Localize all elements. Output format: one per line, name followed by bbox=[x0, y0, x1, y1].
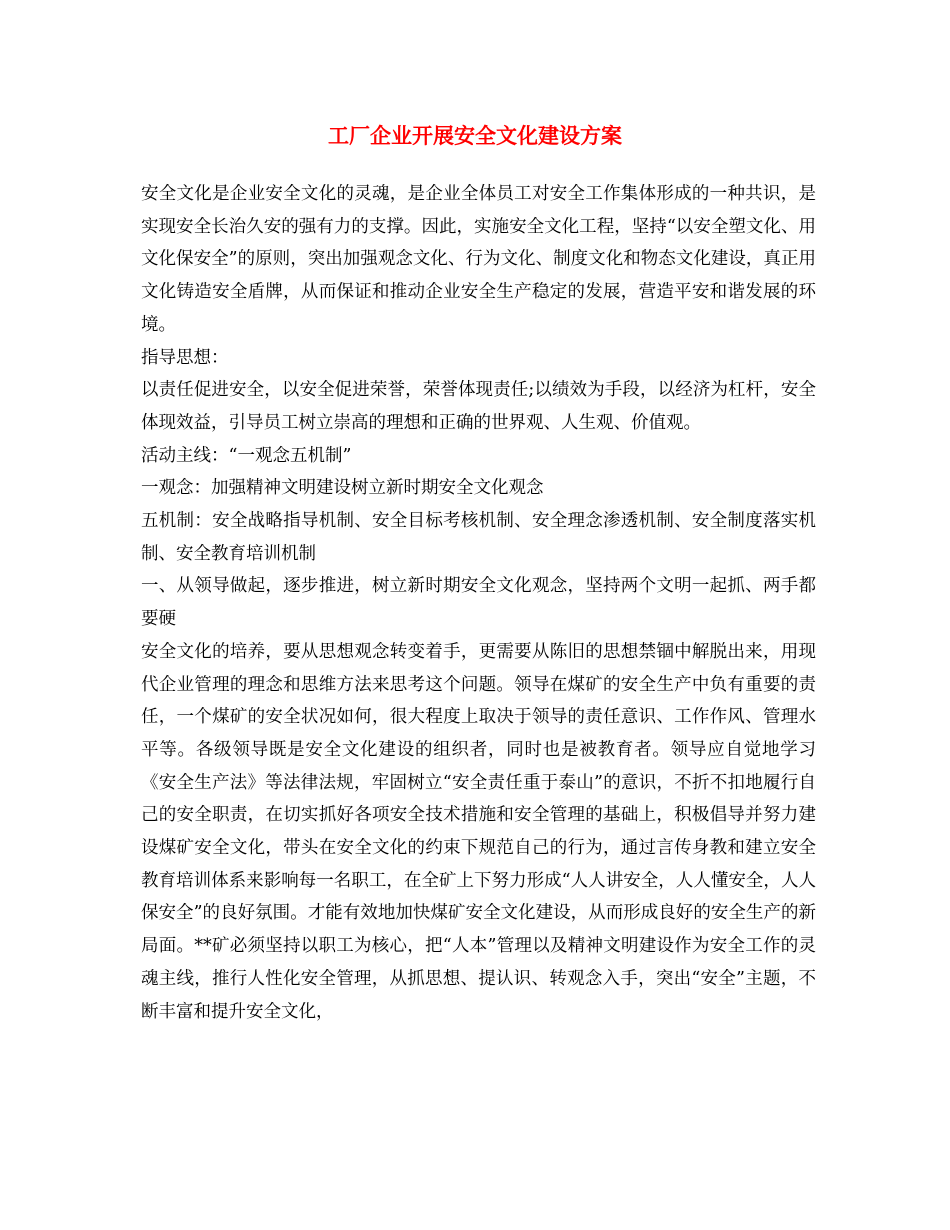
paragraph-intro: 安全文化是企业安全文化的灵魂，是企业全体员工对安全工作集体形成的一种共识，是实现安全长治久安的强有力的支撑。因此，实施安全文化工程，坚持“以安全塑文化、用文化保安全”的原则，突出加强观念文化、行为文化、制度文化和物态文化建设，真正用文化铸造安全盾牌，从而保证和推动企业安全生产稳定的发展，营造平安和谐发展的环境。 bbox=[141, 184, 816, 335]
paragraph-one-concept: 一观念：加强精神文明建设树立新时期安全文化观念 bbox=[141, 478, 544, 499]
paragraph-five-mechanisms: 五机制：安全战略指导机制、安全目标考核机制、安全理念渗透机制、安全制度落实机制、安全教育培训机制 bbox=[141, 511, 816, 564]
section-heading-one: 一、从领导做起，逐步推进，树立新时期安全文化观念，坚持两个文明一起抓、两手都要硬 bbox=[141, 576, 816, 630]
paragraph-guiding-content: 以责任促进安全，以安全促进荣誉，荣誉体现责任;以绩效为手段，以经济为杠杆，安全体现效益，引导员工树立崇高的理想和正确的世界观、人生观、价值观。 bbox=[141, 380, 816, 433]
paragraph-section-one-body: 安全文化的培养，要从思想观念转变着手，更需要从陈旧的思想禁锢中解脱出来，用现代企业管理的理念和思维方法来思考这个问题。领导在煤矿的安全生产中负有重要的责任，一个煤矿的安全状况如何，很大程度上取决于领导的责任意识、工作作风、管理水平等。各级领导既是安全文化建设的组织者，同时也是被教育者。领导应自觉地学习《安全生产法》等法律法规，牢固树立“安全责任重于泰山”的意识，不折不扣地履行自己的安全职责，在切实抓好各项安全技术措施和安全管理的基础上，积极倡导并努力建设煤矿安全文化，带头在安全文化的约束下规范自己的行为，通过言传身教和建立安全教育培训体系来影响每一名职工，在全矿上下努力形成“人人讲安全，人人懂安全，人人保安全”的良好氛围。才能有效地加快煤矿安全文化建设，从而形成良好的安全生产的新局面。**矿必须坚持以职工为核心，把“人本”管理以及精神文明建设作为安全工作的灵魂主线，推行人性化安全管理，从抓思想、提认识、转观念入手，突出“安全”主题，不断丰富和提升安全文化， bbox=[141, 641, 816, 1022]
paragraph-main-line: 活动主线：“一观念五机制” bbox=[141, 445, 352, 466]
document-title: 工厂企业开展安全文化建设方案 bbox=[328, 124, 622, 148]
paragraph-guiding-heading: 指导思想： bbox=[141, 347, 229, 368]
document-body bbox=[141, 178, 816, 1028]
